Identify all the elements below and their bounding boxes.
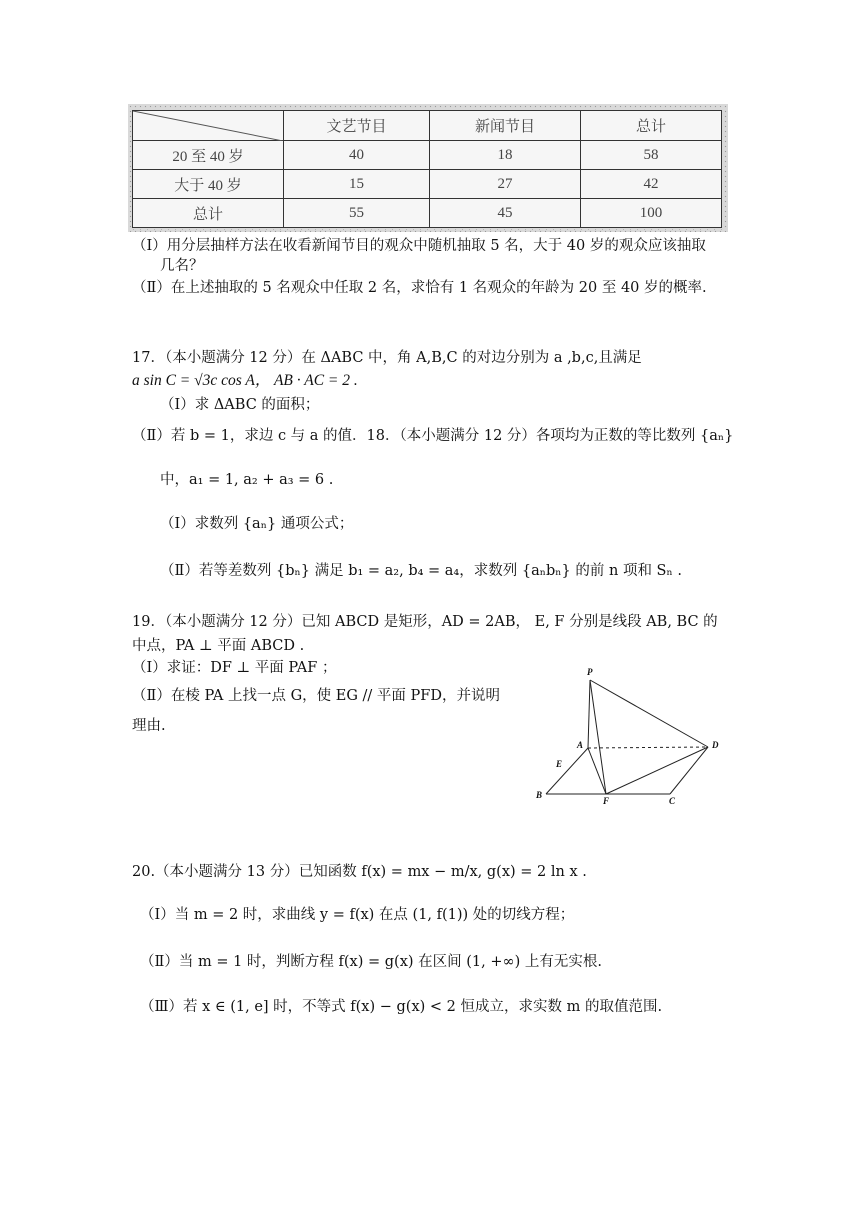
label-B: B <box>536 790 543 800</box>
table-cell: 100 <box>581 199 722 228</box>
label-D: D <box>712 740 719 750</box>
table-cell: 40 <box>284 141 430 170</box>
row-label: 大于 40 岁 <box>133 170 284 199</box>
table-cell: 55 <box>284 199 430 228</box>
edge-PA <box>588 680 590 748</box>
q19-part1: （Ⅰ）求证：DF ⊥ 平面 PAF ； <box>132 660 337 676</box>
q18-part1: （Ⅰ）求数列 {aₙ} 通项公式； <box>160 516 354 532</box>
q20-part3: （Ⅲ）若 x ∈ (1, e] 时，不等式 f(x) − g(x) < 2 恒成立，求实数 m 的取值范围. <box>140 999 663 1015</box>
q16-part2: （Ⅱ）在上述抽取的 5 名观众中任取 2 名，求恰有 1 名观众的年龄为 20 至 40 岁的概率. <box>132 280 707 296</box>
table-cell: 15 <box>284 170 430 199</box>
statistics-table <box>132 110 722 228</box>
table-cell: 27 <box>430 170 581 199</box>
q17-part2-q18-stem: （Ⅱ）若 b = 1，求边 c 与 a 的值．18．（本小题满分 12 分）各项均为正数的等比数列 {aₙ} <box>132 428 734 444</box>
edge-PD <box>590 680 708 747</box>
edge-AD-hidden <box>588 747 708 748</box>
edge-BA <box>546 748 588 794</box>
pyramid-figure <box>530 664 730 814</box>
corner-diagonal <box>133 111 283 141</box>
statistics-table-scan <box>128 104 728 232</box>
q17-part1: （Ⅰ）求 ΔABC 的面积； <box>160 397 320 413</box>
q20-part1: （Ⅰ）当 m = 2 时，求曲线 y = f(x) 在点 (1, f(1)) 处的切线方程； <box>140 907 575 923</box>
table-cell: 58 <box>581 141 722 170</box>
header-cell: 总计 <box>581 111 722 141</box>
table-corner-cell <box>133 111 284 141</box>
q19-stem-line2: 中点，PA ⊥ 平面 ABCD . <box>132 638 305 654</box>
q20-stem: 20.（本小题满分 13 分）已知函数 f(x) = mx − m/x, g(x) = 2 ln x . <box>132 864 587 880</box>
q16-part1-line1: （Ⅰ）用分层抽样方法在收看新闻节目的观众中随机抽取 5 名，大于 40 岁的观众应该抽取 <box>132 238 706 254</box>
edge-FD <box>606 747 708 794</box>
q19-part2-line2: 理由. <box>132 718 166 734</box>
edge-CD <box>670 747 708 794</box>
q20-part2: （Ⅱ）当 m = 1 时，判断方程 f(x) = g(x) 在区间 (1, +∞) 上有无实根. <box>140 954 602 970</box>
label-A: A <box>577 740 584 750</box>
row-label: 20 至 40 岁 <box>133 141 284 170</box>
q17-stem-line2: a sin C = √3c cos A， AB · AC = 2 . <box>132 372 358 389</box>
header-cell: 文艺节目 <box>284 111 430 141</box>
table-cell: 18 <box>430 141 581 170</box>
edge-PF <box>590 680 606 794</box>
label-C: C <box>669 796 676 806</box>
q16-part1-line2: 几名？ <box>160 258 204 274</box>
table-row <box>133 199 722 228</box>
q19-stem-line1: 19．（本小题满分 12 分）已知 ABCD 是矩形，AD = 2AB， E, F 分别是线段 AB, BC 的 <box>132 614 718 630</box>
table-cell: 42 <box>581 170 722 199</box>
row-label: 总计 <box>133 199 284 228</box>
table-row <box>133 141 722 170</box>
label-P: P <box>587 667 593 677</box>
header-cell: 新闻节目 <box>430 111 581 141</box>
edge-AF <box>588 748 606 794</box>
q19-part2-line1: （Ⅱ）在棱 PA 上找一点 G，使 EG // 平面 PFD，并说明 <box>132 688 500 704</box>
label-F: F <box>603 796 610 806</box>
table-row <box>133 170 722 199</box>
q18-part2: （Ⅱ）若等差数列 {bₙ} 满足 b₁ = a₂, b₄ = a₄，求数列 {aₙbₙ} 的前 n 项和 Sₙ . <box>160 563 682 579</box>
label-E: E <box>556 759 563 769</box>
q17-stem-line1: 17．（本小题满分 12 分）在 ΔABC 中，角 A,B,C 的对边分别为 a ,b,c,且满足 <box>132 350 642 366</box>
q18-stem-line2: 中，a₁ = 1, a₂ + a₃ = 6 . <box>160 472 334 488</box>
table-cell: 45 <box>430 199 581 228</box>
